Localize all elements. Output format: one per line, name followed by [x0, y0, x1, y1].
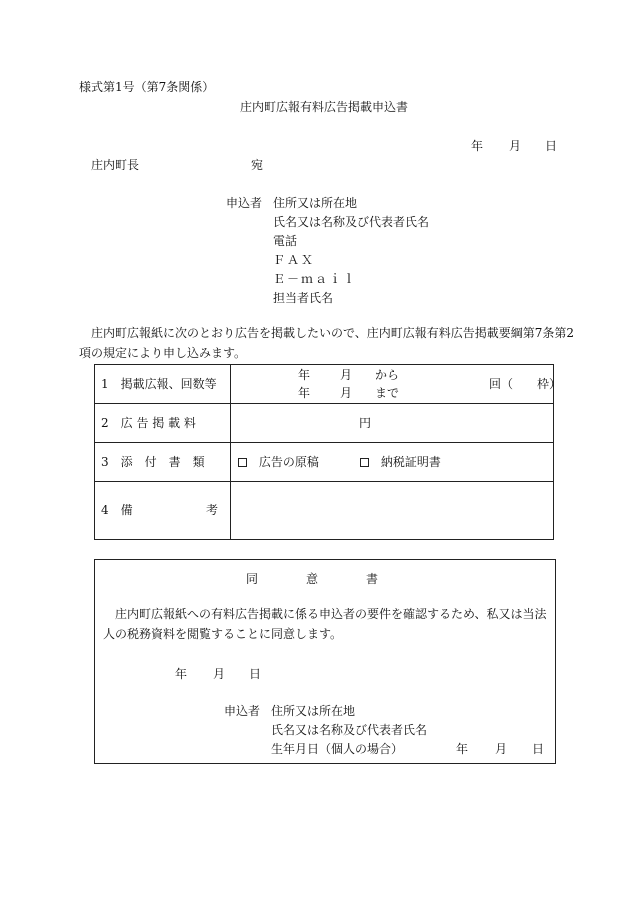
- consent-title: 同 意 書: [246, 572, 379, 586]
- table-row-divider: [95, 442, 553, 443]
- row1-to-year: 年: [298, 386, 311, 400]
- consent-date-month: 月: [213, 667, 226, 681]
- consent-date-year: 年: [175, 667, 188, 681]
- row1-from-month: 月: [340, 368, 353, 382]
- row4-label-end: 考: [206, 503, 219, 517]
- row1-to-suffix: まで: [375, 386, 400, 400]
- consent-name: 氏名又は名称及び代表者氏名: [271, 723, 428, 737]
- applicant-email: Ｅ－ｍａｉｌ: [273, 272, 358, 286]
- row1-to-month: 月: [340, 386, 353, 400]
- option-tax-certificate[interactable]: [360, 455, 441, 469]
- row1-from-year: 年: [298, 368, 311, 382]
- consent-date-day: 日: [249, 667, 262, 681]
- application-table: [94, 364, 562, 540]
- consent-applicant-label: 申込者: [224, 704, 261, 718]
- tax-certificate-label: 納税証明書: [380, 455, 441, 469]
- applicant-label: 申込者: [226, 196, 263, 210]
- consent-birth-day: 日: [532, 742, 545, 756]
- row1-from-suffix: から: [375, 368, 400, 382]
- consent-paragraph: 庄内町広報紙への有料広告掲載に係る申込者の要件を確認するため、私又は当法人の税務資料を閲覧することに同意します。: [103, 607, 547, 641]
- applicant-name: 氏名又は名称及び代表者氏名: [273, 215, 430, 229]
- row2-unit: 円: [359, 416, 372, 430]
- intro-paragraph: 庄内町広報紙に次のとおり広告を掲載したいので、庄内町広報有料広告掲載要綱第7条第2項の規定により申し込みます。: [79, 326, 575, 360]
- consent-address: 住所又は所在地: [271, 704, 356, 718]
- option-manuscript[interactable]: [238, 455, 319, 469]
- consent-birth-year: 年: [456, 742, 469, 756]
- consent-birth: 生年月日（個人の場合）: [271, 742, 404, 756]
- date-day: 日: [545, 139, 558, 153]
- table-row-divider: [95, 403, 553, 404]
- form-number: 様式第1号（第7条関係）: [79, 80, 215, 94]
- consent-birth-month: 月: [495, 742, 508, 756]
- row2-label: 2 広 告 掲 載 料: [101, 416, 196, 430]
- applicant-fax: ＦＡＸ: [273, 253, 316, 267]
- row1-count: 回（ 枠）: [489, 377, 562, 391]
- manuscript-checkbox[interactable]: [238, 458, 247, 467]
- date-year: 年: [471, 139, 484, 153]
- row3-label: 3 添 付 書 類: [101, 455, 205, 469]
- table-row-divider: [95, 481, 553, 482]
- addressee: 庄内町長: [91, 158, 140, 172]
- applicant-contact: 担当者氏名: [273, 291, 334, 305]
- form-title: 庄内町広報有料広告掲載申込書: [240, 100, 409, 114]
- row1-label: 1 掲載広報、回数等: [101, 377, 217, 391]
- manuscript-label: 広告の原稿: [258, 455, 319, 469]
- consent-box: [94, 559, 556, 764]
- applicant-phone: 電話: [273, 234, 298, 248]
- table-column-divider: [230, 365, 231, 539]
- applicant-address: 住所又は所在地: [273, 196, 358, 210]
- addressee-suffix: 宛: [251, 158, 264, 172]
- date-month: 月: [509, 139, 522, 153]
- row4-label-number: 4 備: [101, 503, 133, 517]
- tax-certificate-checkbox[interactable]: [360, 458, 369, 467]
